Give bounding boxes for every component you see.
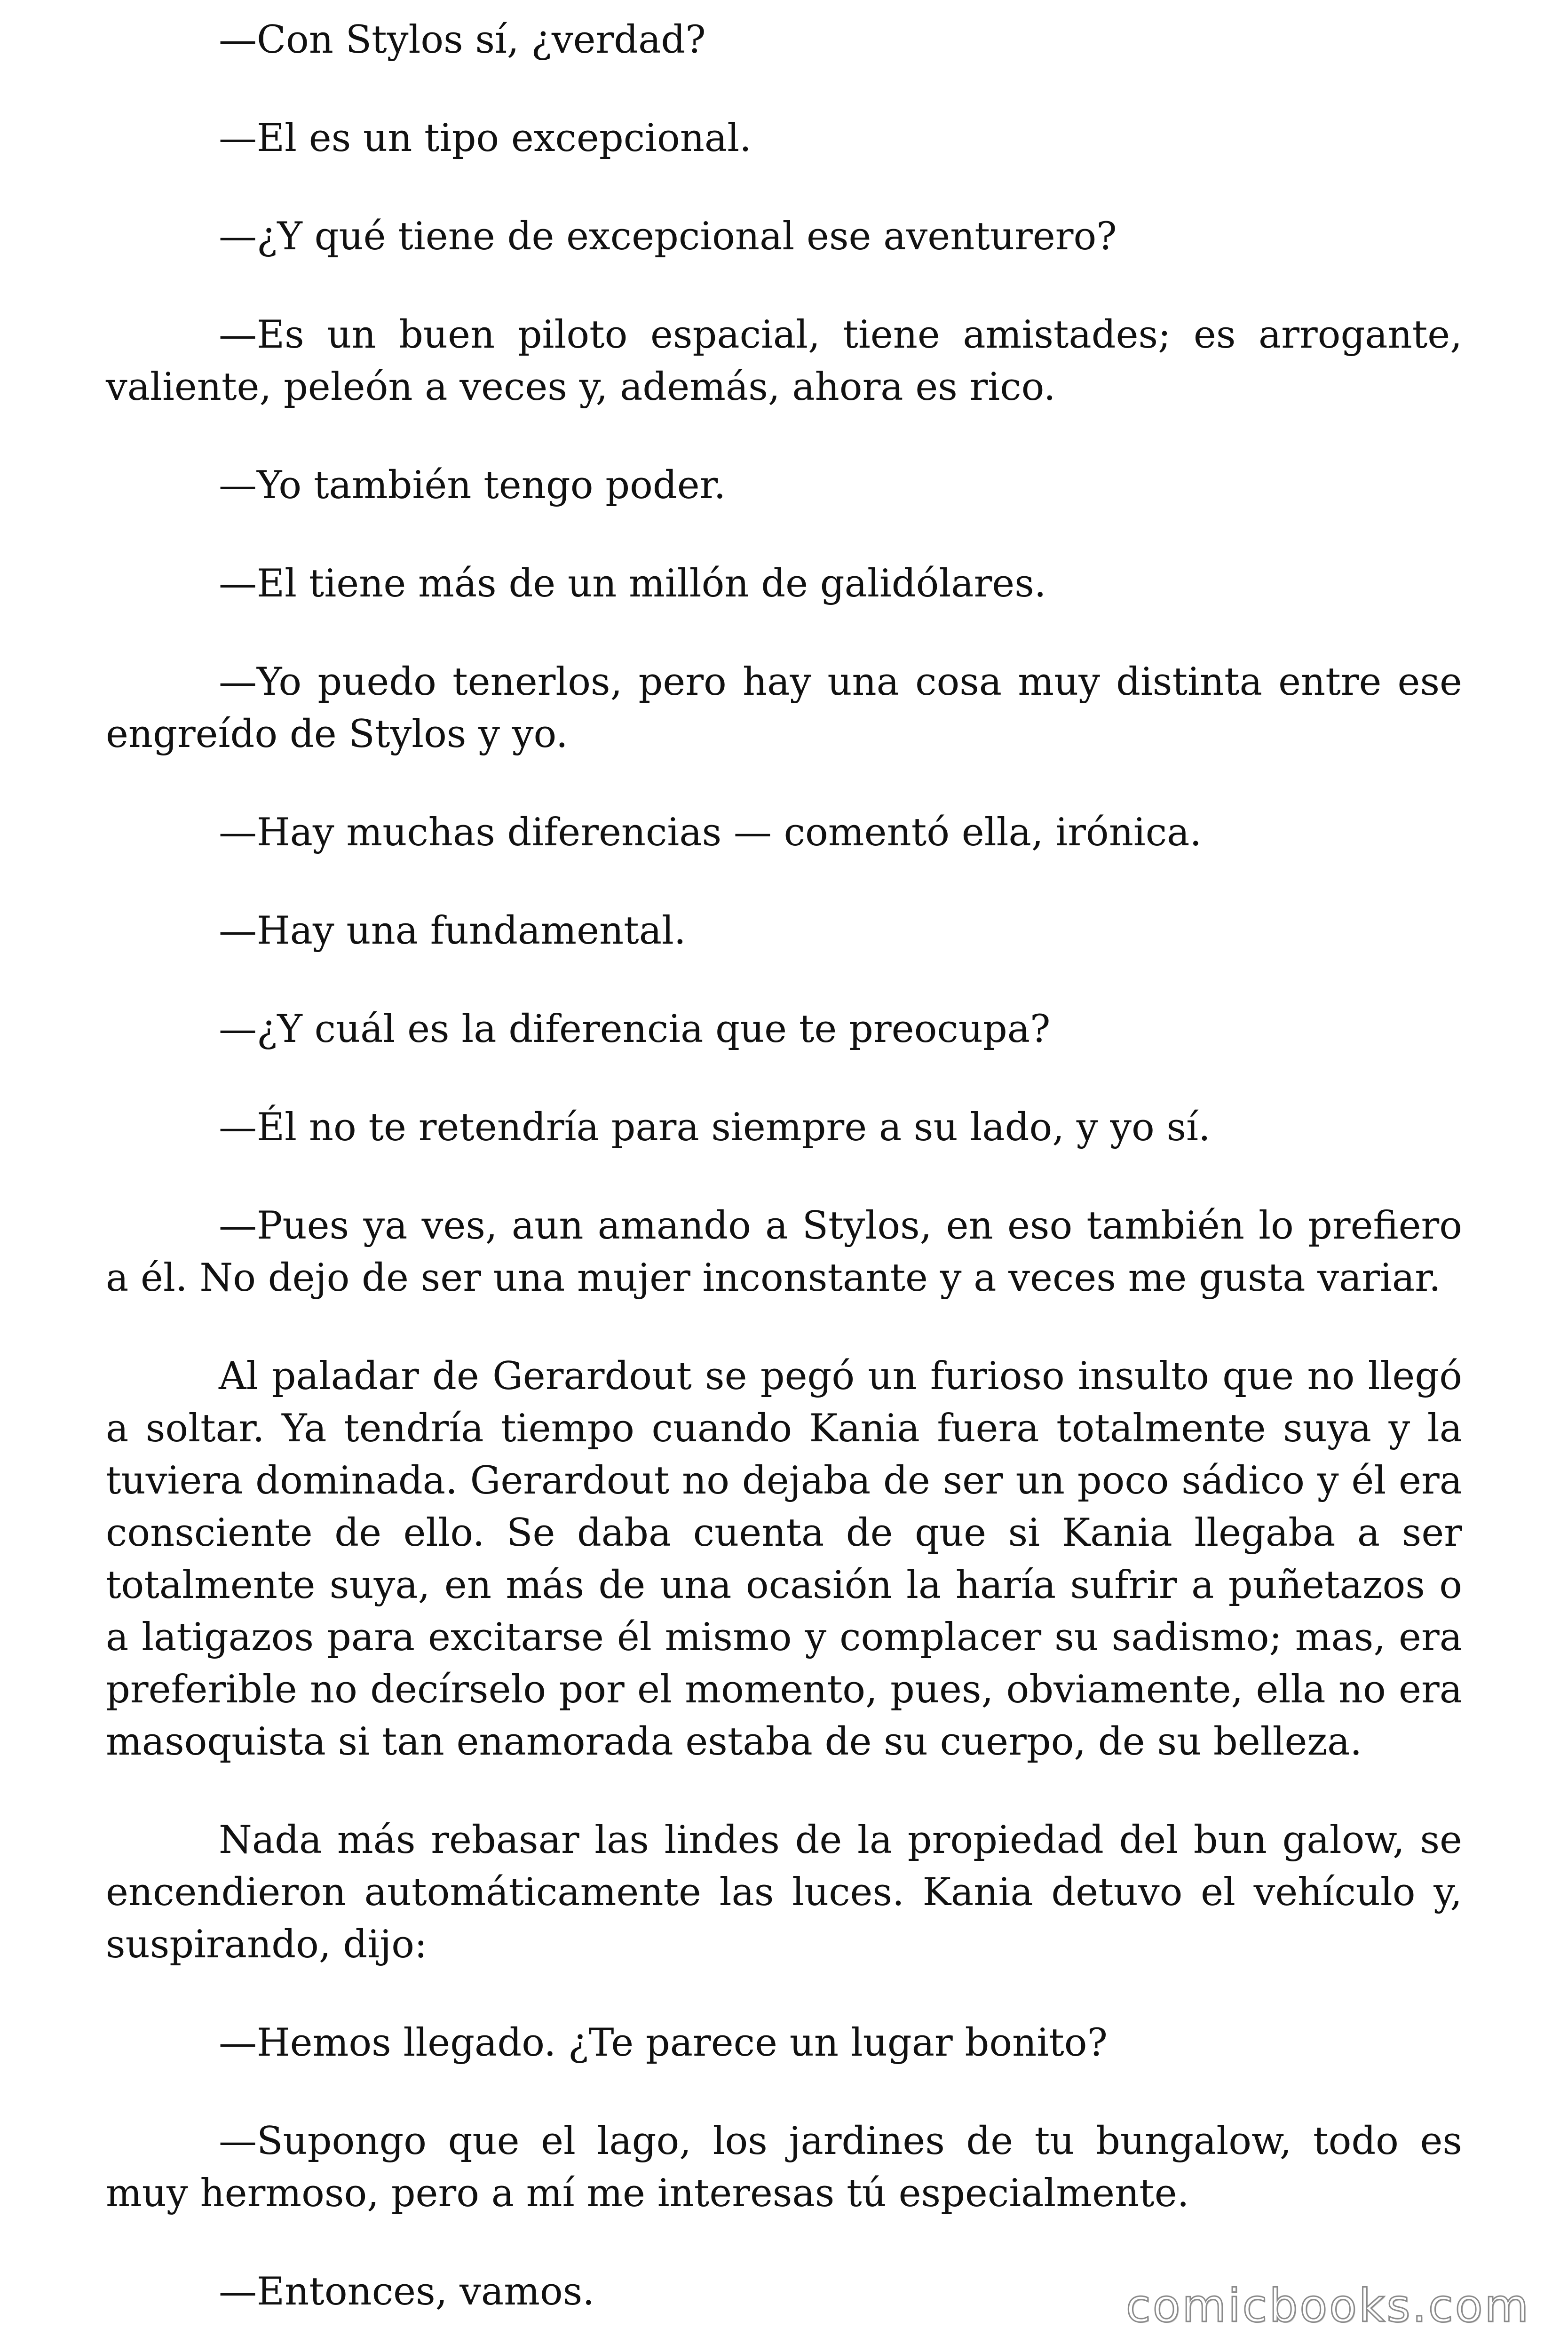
paragraph: —Entonces, vamos. [219, 2270, 595, 2314]
paragraph: —Pues ya ves, aun amando a Stylos, en eso también lo prefiero a él. No dejo de ser una mujer inconstante y a veces me gusta variar. [106, 1204, 1462, 1300]
paragraph: —¿Y qué tiene de excepcional ese aventurero? [219, 215, 1117, 259]
book-page [106, 0, 1462, 2343]
paragraph: —Yo puedo tenerlos, pero hay una cosa muy distinta entre ese engreído de Stylos y yo. [106, 660, 1462, 756]
paragraph: —Con Stylos sí, ¿verdad? [219, 18, 706, 62]
paragraph: —Hay una fundamental. [219, 909, 686, 953]
paragraph: —Hay muchas diferencias — comentó ella, irónica. [219, 810, 1202, 855]
paragraph: —El es un tipo excepcional. [219, 116, 752, 160]
paragraph: —Supongo que el lago, los jardines de tu bungalow, todo es muy hermoso, pero a mí me interesas tú especialmente. [106, 2119, 1462, 2216]
paragraph: —¿Y cuál es la diferencia que te preocupa? [219, 1007, 1051, 1051]
paragraph: —El tiene más de un millón de galidólares. [219, 562, 1046, 606]
paragraph: Nada más rebasar las lindes de la propiedad del bun galow, se encendieron automáticamente las luces. Kania detuvo el vehículo y, suspirando, dijo: [106, 1818, 1462, 1967]
paragraph: —Yo también tengo poder. [219, 463, 726, 508]
paragraph: —Hemos llegado. ¿Te parece un lugar bonito? [219, 2021, 1108, 2065]
paragraph: —Es un buen piloto espacial, tiene amistades; es arrogante, valiente, peleón a veces y, además, ahora es rico. [106, 313, 1462, 409]
paragraph: —Él no te retendría para siempre a su lado, y yo sí. [219, 1105, 1211, 1150]
watermark: comicbooks.com [1125, 2280, 1530, 2332]
paragraph: Al paladar de Gerardout se pegó un furioso insulto que no llegó a soltar. Ya tendría tiempo cuando Kania fuera totalmente suya y la tuviera dominada. Gerardout no dejaba de ser un poco sádico y él era consciente de ello. Se daba cuenta de que si Kania llegaba a ser totalmente suya, en más de una ocasión la haría sufrir a puñetazos o a latigazos para excitarse él mismo y complacer su sadismo; mas, era preferible no decírselo por el momento, pues, obviamente, ella no era masoquista si tan enamorada estaba de su cuerpo, de su belleza. [106, 1354, 1462, 1764]
